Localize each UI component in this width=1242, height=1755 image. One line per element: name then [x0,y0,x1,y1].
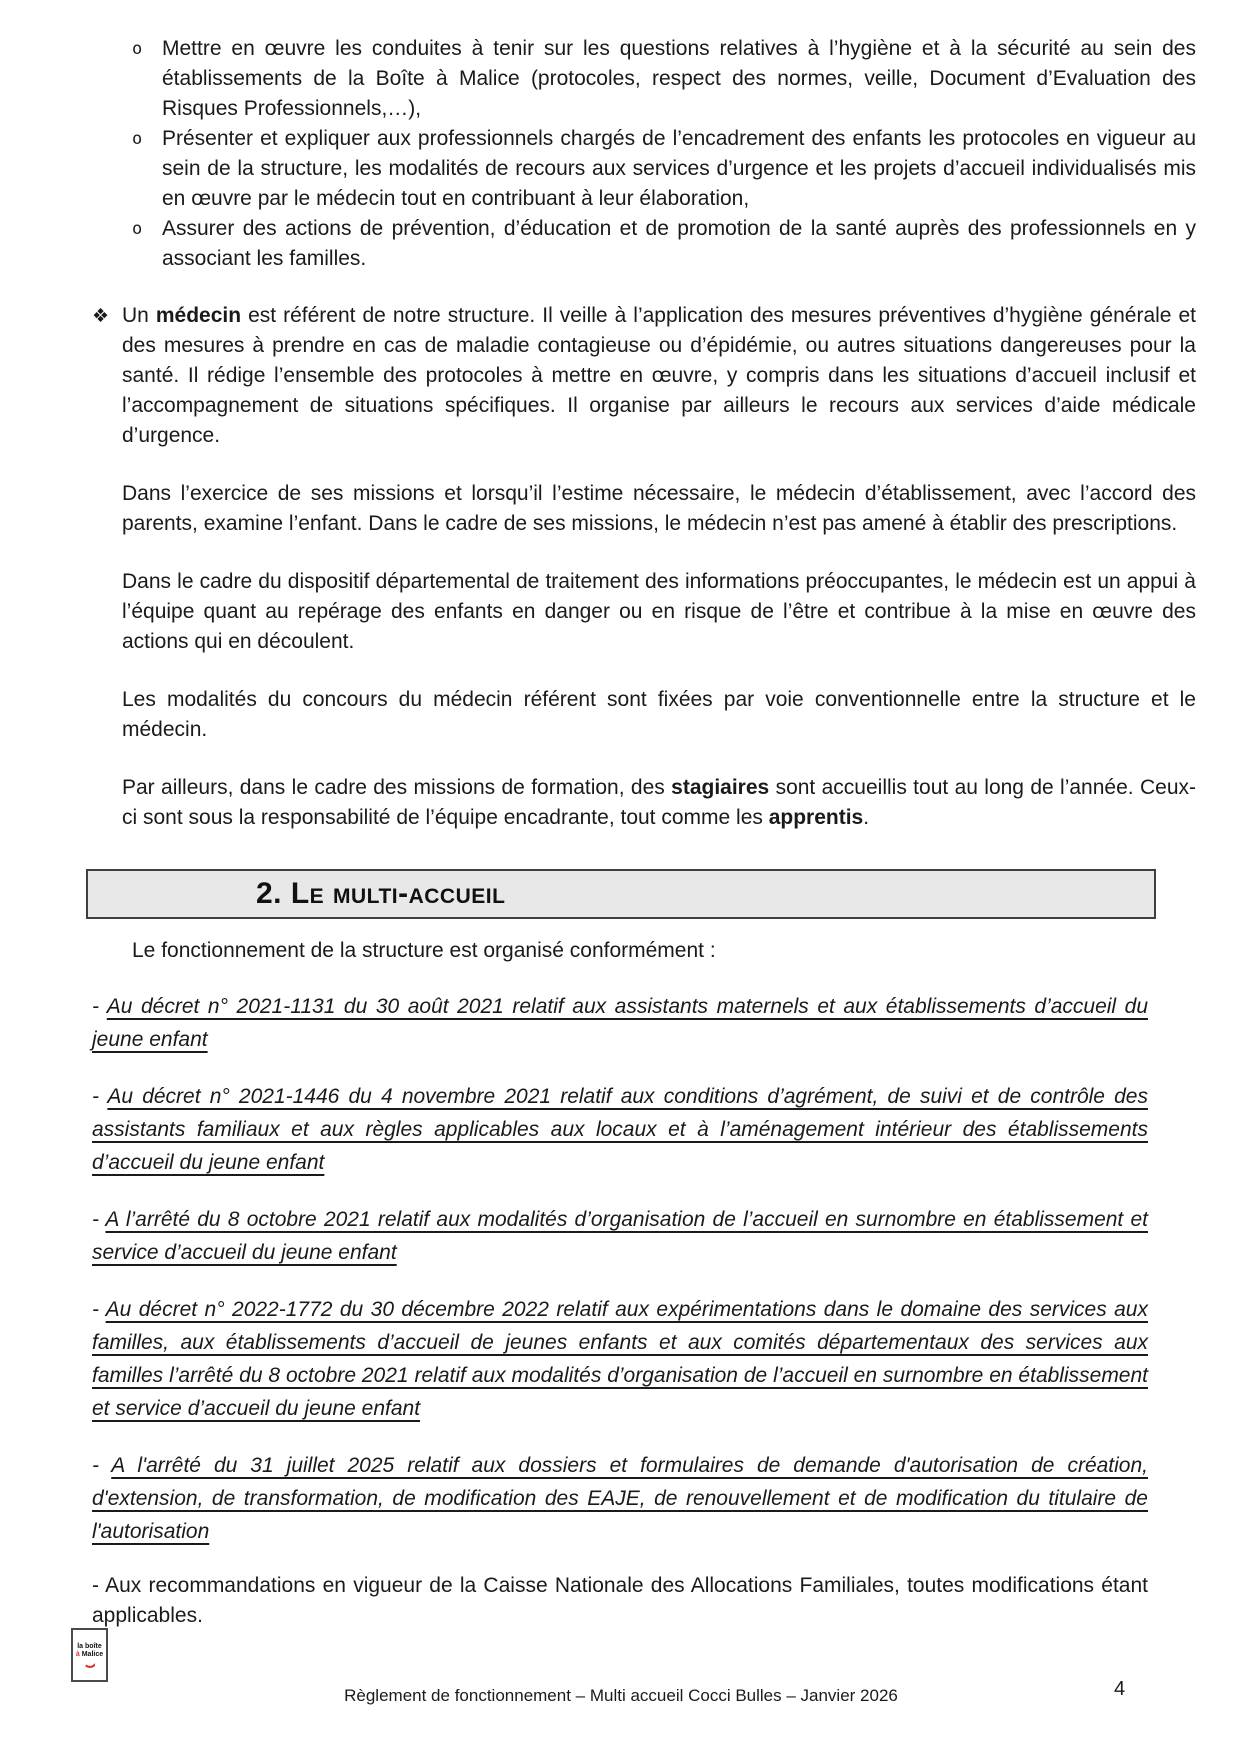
logo-text-line2: à Malice [75,1650,104,1658]
dash: - [92,1208,106,1231]
dash: - [92,995,107,1018]
circle-bullet-icon: o [132,219,143,239]
decree-item [92,990,1148,1056]
paragraph-dispositif: Dans le cadre du dispositif départemental de traitement des informations préoccupantes, le médecin est un appui à l’équipe quant au repérage des enfants en danger ou en risque de l’être et contribue à la mise en œuvre des actions qui en découlent. [122,570,1196,653]
bullet-item [92,124,1196,214]
decree-item [92,1293,1148,1425]
medecin-paragraph-text: Un médecin est référent de notre structure. Il veille à l’application des mesures préventives d’hygiène générale et des mesures à prendre en cas de maladie contagieuse ou d’épidémie, ou autres situations dangereuses pour la santé. Il rédige l’ensemble des protocoles à mettre en œuvre, y compris dans les situations d’accueil inclusif et l’accompagnement de situations spécifiques. Il organise par ailleurs le recours aux services d’aide médicale d’urgence. [122,304,1196,447]
dash: - [92,1454,112,1477]
dash: - [92,1298,106,1321]
page-number: 4 [1114,1678,1126,1700]
paragraph-stagiaires: Par ailleurs, dans le cadre des missions de formation, des stagiaires sont accueillis tout au long de l’année. Ceux-ci sont sous la responsabilité de l’équipe encadrante, tout comme les apprentis. [122,776,1196,829]
decree-text: Au décret n° 2022-1772 du 30 décembre 2022 relatif aux expérimentations dans le domaine des services aux familles, aux établissements d’accueil de jeunes enfants et aux comités départementaux des services aux familles l’arrêté du 8 octobre 2021 relatif aux modalités d’organisation de l’accueil en surnombre en établissement et service d’accueil du jeune enfant [92,1298,1148,1420]
bullet-item-text: Mettre en œuvre les conduites à tenir sur les questions relatives à l’hygiène et à la sécurité au sein des établissements de la Boîte à Malice (protocoles, respect des normes, veille, Document d’Evaluation des Risques Professionnels,…), [162,37,1196,120]
paragraph-modalites: Les modalités du concours du médecin référent sont fixées par voie conventionnelle entre la structure et le médecin. [122,688,1196,741]
boite-a-malice-logo [71,1628,108,1682]
paragraph-exercice: Dans l’exercice de ses missions et lorsqu’il l’estime nécessaire, le médecin d’établissement, avec l’accord des parents, examine l’enfant. Dans le cadre de ses missions, le médecin n’est pas amené à établir des prescriptions. [122,482,1196,535]
recommandations-item [92,1571,1148,1631]
decree-text: Au décret n° 2021-1446 du 4 novembre 2021 relatif aux conditions d’agrément, de suivi et de contrôle des assistants familiaux et aux règles applicables aux locaux et à l’aménagement intérieur des établissements d’accueil du jeune enfant [92,1085,1148,1174]
page-content [92,34,1196,1631]
decree-item [92,1080,1148,1179]
logo-smile-icon [83,1661,97,1668]
decree-text: A l'arrêté du 31 juillet 2025 relatif aux dossiers et formulaires de demande d'autorisation de création, d'extension, de transformation, de modification des EAJE, de renouvellement et de modification du titulaire de l'autorisation [92,1454,1148,1543]
decree-item [92,1449,1148,1548]
bullet-item-text: Assurer des actions de prévention, d’éducation et de promotion de la santé auprès des professionnels en y associant les familles. [162,217,1196,270]
section-header-box [86,869,1156,919]
decree-text: Au décret n° 2021-1131 du 30 août 2021 relatif aux assistants maternels et aux établissements d’accueil du jeune enfant [92,995,1148,1051]
bullet-item [92,214,1196,274]
footer-title: Règlement de fonctionnement – Multi accueil Cocci Bulles – Janvier 2026 [344,1686,898,1705]
dash: - [92,1574,106,1597]
circle-bullet-icon: o [132,129,143,149]
bullet-item [92,34,1196,124]
decree-text: A l’arrêté du 8 octobre 2021 relatif aux modalités d’organisation de l’accueil en surnombre en établissement et service d’accueil du jeune enfant [92,1208,1148,1264]
bullet-list [92,34,1196,274]
medecin-paragraph [92,301,1196,451]
dash: - [92,1085,108,1108]
circle-bullet-icon: o [132,39,143,59]
intro-line: Le fonctionnement de la structure est organisé conformément : [132,939,716,962]
bullet-item-text: Présenter et expliquer aux professionnels chargés de l’encadrement des enfants les protocoles en vigueur au sein de la structure, les modalités de recours aux services d’urgence et les projets d’accueil individualisés mis en œuvre par le médecin tout en contribuant à leur élaboration, [162,127,1196,210]
recommandations-text: Aux recommandations en vigueur de la Caisse Nationale des Allocations Familiales, toutes modifications étant applicables. [92,1574,1148,1627]
section-title: 2. Le multi-accueil [256,877,506,910]
decree-item [92,1203,1148,1269]
diamond-bullet-icon: ❖ [92,306,110,327]
logo-text-line1: la boîte [77,1642,102,1650]
